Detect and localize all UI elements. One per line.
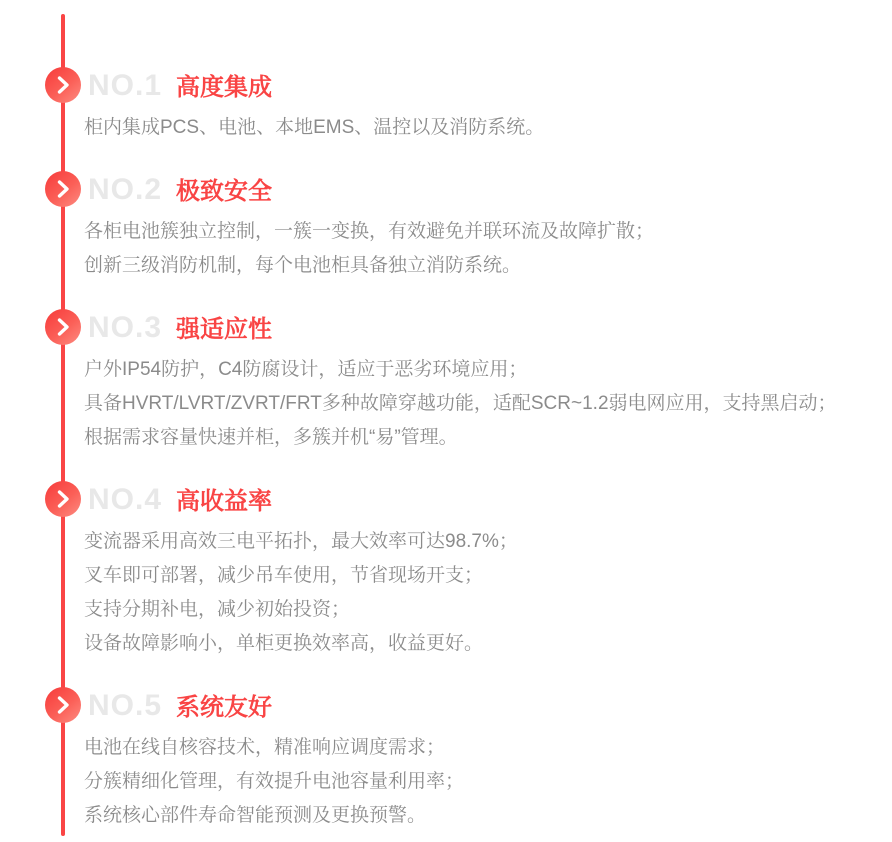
feature-line: 具备HVRT/LVRT/ZVRT/FRT多种故障穿越功能，适配SCR~1.2弱电网应用，支持黑启动； (84, 393, 837, 414)
feature-line: 电池在线自核容技术，精准响应调度需求； (84, 737, 446, 758)
feature-section (0, 687, 892, 833)
chevron-right-icon (45, 687, 81, 723)
feature-title: 高度集成 (176, 74, 273, 101)
feature-line: 设备故障影响小，单柜更换效率高，收益更好。 (84, 633, 484, 654)
feature-line: 分簇精细化管理，有效提升电池容量利用率； (84, 771, 465, 792)
feature-description (84, 215, 892, 283)
feature-number: NO.4 (88, 483, 163, 516)
feature-heading (0, 171, 892, 207)
feature-description (84, 731, 892, 833)
feature-number: NO.1 (88, 69, 163, 102)
feature-line: 各柜电池簇独立控制，一簇一变换，有效避免并联环流及故障扩散； (84, 221, 655, 242)
feature-description (84, 525, 892, 661)
feature-title: 高收益率 (176, 488, 273, 515)
feature-line: 柜内集成PCS、电池、本地EMS、温控以及消防系统。 (84, 117, 545, 138)
feature-title: 极致安全 (176, 178, 273, 205)
feature-description (84, 111, 892, 145)
feature-title: 系统友好 (176, 694, 273, 721)
feature-section (0, 309, 892, 455)
chevron-right-icon (45, 309, 81, 345)
feature-line: 支持分期补电，减少初始投资； (84, 599, 351, 620)
chevron-right-icon (45, 481, 81, 517)
chevron-right-icon (45, 67, 81, 103)
feature-sections (0, 67, 892, 833)
feature-line: 户外IP54防护，C4防腐设计，适应于恶劣环境应用； (84, 359, 528, 380)
feature-title: 强适应性 (176, 316, 273, 343)
feature-heading (0, 687, 892, 723)
feature-number: NO.3 (88, 311, 163, 344)
feature-number: NO.5 (88, 689, 163, 722)
feature-line: 系统核心部件寿命智能预测及更换预警。 (84, 805, 427, 826)
feature-line: 创新三级消防机制，每个电池柜具备独立消防系统。 (84, 255, 522, 276)
feature-heading (0, 309, 892, 345)
feature-heading (0, 67, 892, 103)
feature-line: 叉车即可部署，减少吊车使用，节省现场开支； (84, 565, 484, 586)
feature-number: NO.2 (88, 173, 163, 206)
feature-section (0, 67, 892, 145)
feature-line: 根据需求容量快速并柜，多簇并机“易”管理。 (84, 427, 458, 448)
chevron-right-icon (45, 171, 81, 207)
feature-heading (0, 481, 892, 517)
feature-line: 变流器采用高效三电平拓扑，最大效率可达98.7%； (84, 531, 518, 552)
feature-section (0, 481, 892, 661)
feature-section (0, 171, 892, 283)
feature-description (84, 353, 892, 455)
